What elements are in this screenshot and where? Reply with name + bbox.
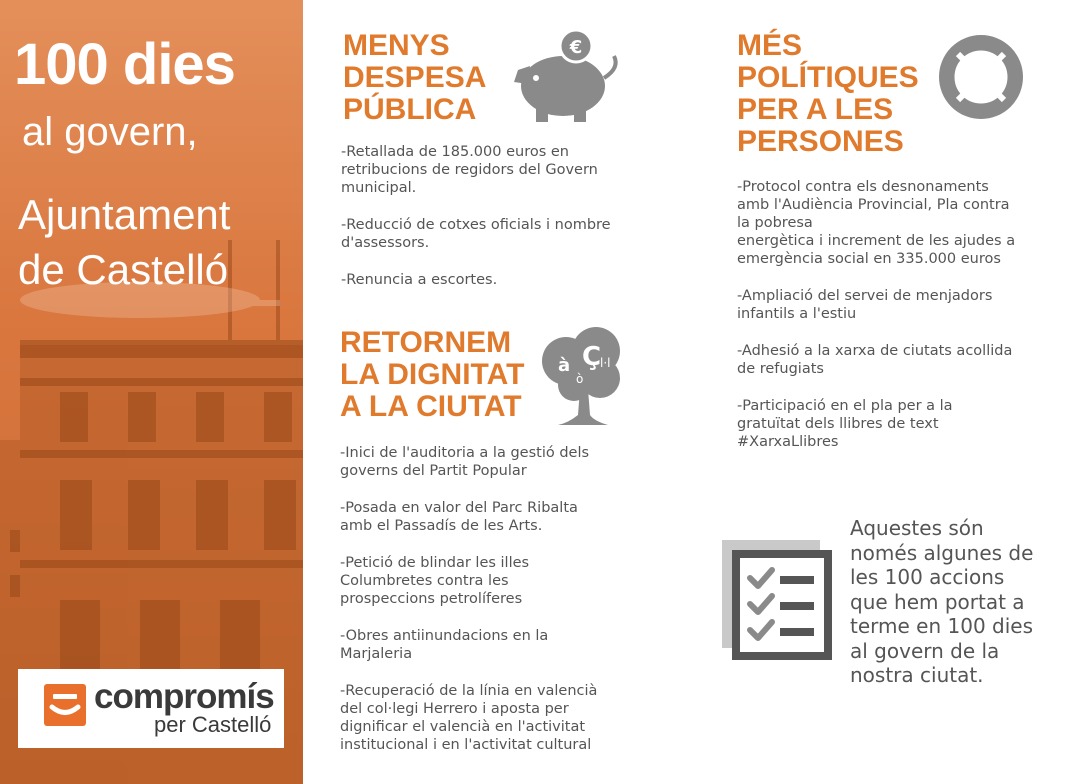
list-item: -Renuncia a escortes.: [341, 272, 498, 288]
list-item: -Retallada de 185.000 euros en retribucions de regidors del Govern municipal.: [341, 144, 598, 196]
smile-logo-icon: [44, 684, 86, 726]
tree-letters-icon: [538, 323, 628, 428]
list-item: -Ampliació del servei de menjadors infantils a l'estiu: [737, 288, 993, 322]
logo-city: per Castelló: [154, 712, 272, 737]
logo-name: compromís: [94, 677, 274, 716]
section-title-despesa: MENYS DESPESA PÚBLICA: [343, 29, 487, 126]
hero-panel: [0, 0, 303, 784]
svg-text:l·l: l·l: [600, 356, 611, 370]
piggy-bank-euro-icon: [508, 26, 628, 126]
summary-text: Aquestes són només algunes de les 100 accions que hem portat a terme en 100 dies al govern de la nostra ciutat.: [850, 516, 1034, 687]
svg-text:Ç: Ç: [582, 342, 602, 372]
section-title-persones: MÉS POLÍTIQUES PER A LES PERSONES: [737, 29, 919, 158]
list-item: -Inici de l'auditoria a la gestió dels governs del Partit Popular: [340, 445, 590, 479]
compromis-logo: [18, 669, 284, 748]
svg-text:€: €: [569, 37, 583, 58]
section-title-dignitat: RETORNEM LA DIGNITAT A LA CIUTAT: [340, 326, 525, 423]
hero-org-line1: Ajuntament: [18, 191, 231, 238]
hero-organization: [18, 188, 230, 297]
list-item: -Participació en el pla per a la gratuïtat dels llibres de text #XarxaLlibres: [737, 398, 953, 450]
list-item: -Protocol contra els desnonaments amb l'Audiència Provincial, Pla contra la pobresa energètica i increment de les ajudes a emergència social en 335.000 euros: [737, 179, 1016, 267]
list-item: -Recuperació de la línia en valencià del col·legi Herrero i aposta per dignificar el valencià en l'activitat institucional i en l'activitat cultural: [340, 683, 598, 753]
hero-subtitle: al govern,: [22, 110, 198, 154]
list-item: -Adhesió a la xarxa de ciutats acollida de refugiats: [737, 343, 1013, 377]
hero-org-line2: de Castelló: [18, 245, 229, 293]
list-dignitat: [340, 444, 670, 773]
checklist-icon: [722, 540, 834, 662]
svg-text:ò: ò: [576, 372, 584, 386]
list-persones: [737, 178, 1057, 470]
list-item: -Reducció de cotxes oficials i nombre d'assessors.: [341, 217, 611, 251]
list-item: -Posada en valor del Parc Ribalta amb el Passadís de les Arts.: [340, 500, 578, 534]
lifebuoy-icon: [938, 34, 1024, 120]
list-item: -Obres antiinundacions en la Marjaleria: [340, 628, 549, 662]
hero-title: 100 dies: [14, 32, 235, 97]
svg-text:à: à: [558, 355, 571, 376]
list-despesa: [341, 143, 671, 308]
list-item: -Petició de blindar les illes Columbretes contra les prospeccions petrolíferes: [340, 555, 530, 607]
